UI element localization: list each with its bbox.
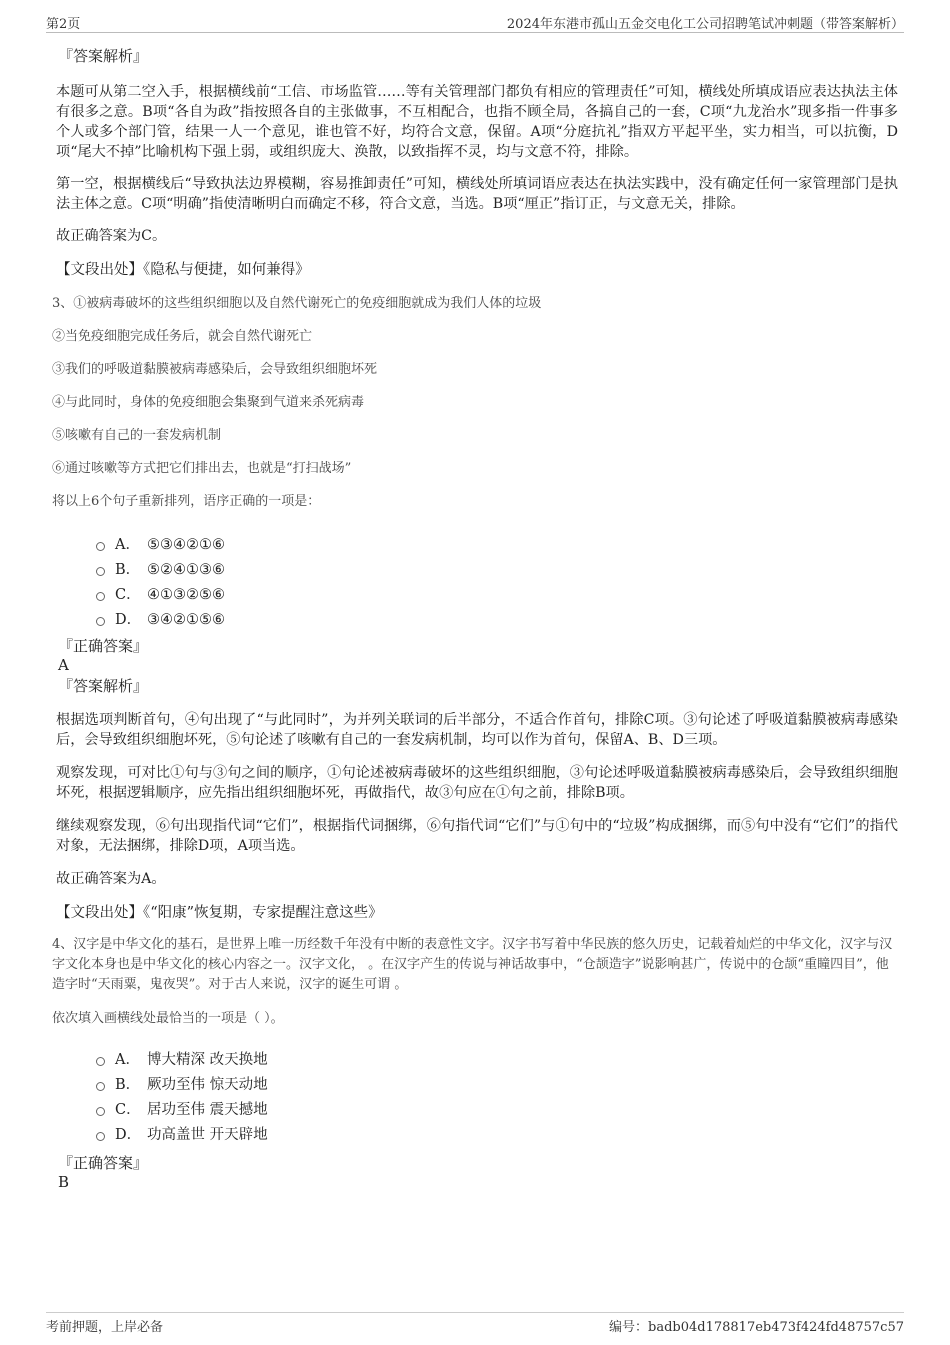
- source-citation: 【文段出处】《隐私与便捷，如何兼得》: [56, 262, 310, 278]
- code-value: badb04d178817eb473f424fd48757c57: [648, 1320, 904, 1335]
- options-list: [96, 532, 898, 632]
- option-text: ⑤③④②①⑥: [147, 536, 225, 553]
- option-a[interactable]: [96, 532, 898, 557]
- option-letter: B．: [115, 561, 141, 578]
- option-letter: C．: [115, 586, 141, 603]
- radio-icon[interactable]: [96, 1082, 105, 1091]
- answer-heading: 『正确答案』: [58, 637, 149, 655]
- question-4: [52, 935, 898, 1191]
- option-letter: D．: [115, 1126, 142, 1143]
- question-stem-line: ⑥通过咳嗽等方式把它们排出去，也就是“打扫战场”: [52, 461, 352, 476]
- option-text: 功高盖世 开天辟地: [147, 1126, 268, 1143]
- conclusion-text: 故正确答案为A。: [56, 871, 166, 887]
- question-prompt: 依次填入画横线处最恰当的一项是（ ）。: [52, 1011, 284, 1026]
- analysis-paragraph: 观察发现，可对比①句与③句之间的顺序，①句论述被病毒破坏的这些组织细胞，③句论述呼吸道黏膜被病毒感染后，会导致组织细胞坏死，根据逻辑顺序，应先指出组织细胞坏死，再做指代，故③句应在①句之前，排除B项。: [56, 765, 898, 801]
- option-text: ⑤②④①③⑥: [147, 561, 225, 578]
- radio-icon[interactable]: [96, 592, 105, 601]
- radio-icon[interactable]: [96, 567, 105, 576]
- question-3: [52, 294, 898, 923]
- option-text: 博大精深 改天换地: [147, 1051, 268, 1068]
- question-prompt: 将以上6个句子重新排列，语序正确的一项是：: [52, 494, 321, 509]
- option-letter: B．: [115, 1076, 141, 1093]
- option-letter: A．: [115, 1051, 140, 1068]
- options-list: [96, 1047, 898, 1147]
- analysis-paragraph: 根据选项判断首句，④句出现了“与此同时”，为并列关联词的后半部分，不适合作首句，排除C项。③句论述了呼吸道黏膜被病毒感染后，会导致组织细胞坏死，⑤句论述了咳嗽有自己的一套发病机制，均可以作为首句，保留A、B、D三项。: [56, 712, 898, 748]
- question-stem-line: ③我们的呼吸道黏膜被病毒感染后，会导致组织细胞坏死: [52, 362, 378, 377]
- page-number: 第2页: [46, 17, 81, 32]
- option-b[interactable]: [96, 557, 898, 582]
- analysis-heading: 『答案解析』: [58, 47, 149, 65]
- question-stem-line: ④与此同时，身体的免疫细胞会集聚到气道来杀死病毒: [52, 395, 365, 410]
- option-text: ④①③②⑤⑥: [147, 586, 225, 603]
- option-text: 居功至伟 震天撼地: [147, 1101, 268, 1118]
- document-code: [609, 1316, 904, 1335]
- radio-icon[interactable]: [96, 1132, 105, 1141]
- option-text: 厥功至伟 惊天动地: [147, 1076, 268, 1093]
- option-a[interactable]: [96, 1047, 898, 1072]
- analysis-paragraph: 本题可从第二空入手，根据横线前“工信、市场监管……等有关管理部门都负有相应的管理责任”可知，横线处所填成语应表达执法主体有很多之意。B项“各自为政”指按照各自的主张做事，不互相配合，也指不顾全局，各搞自己的一套，C项“九龙治水”现多指一件事多个人或多个部门管，结果一人一个意见，谁也管不好，均符合文意，保留。A项“分庭抗礼”指双方平起平坐，实力相当，可以抗衡，D项“尾大不掉”比喻机构下强上弱，或组织庞大、涣散，以致指挥不灵，均与文意不符，排除。: [56, 84, 898, 160]
- source-citation: 【文段出处】《“阳康”恢复期，专家提醒注意这些》: [56, 905, 383, 921]
- option-letter: A．: [115, 536, 140, 553]
- correct-answer: B: [58, 1173, 70, 1191]
- page-content: [52, 40, 898, 1191]
- page-footer: [46, 1312, 904, 1335]
- answer-heading: 『正确答案』: [58, 1154, 149, 1172]
- option-c[interactable]: [96, 1097, 898, 1122]
- page-header: [46, 12, 904, 33]
- document-title: 2024年东港市孤山五金交电化工公司招聘笔试冲刺题（带答案解析）: [506, 17, 904, 32]
- analysis-paragraph: 继续观察发现，⑥句出现指代词“它们”，根据指代词捆绑，⑥句指代词“它们”与①句中的“垃圾”构成捆绑，而⑤句中没有“它们”的指代对象，无法捆绑，排除D项，A项当选。: [56, 818, 898, 854]
- question-stem-line: ⑤咳嗽有自己的一套发病机制: [52, 428, 222, 443]
- option-b[interactable]: [96, 1072, 898, 1097]
- option-text: ③④②①⑤⑥: [147, 611, 225, 628]
- radio-icon[interactable]: [96, 1057, 105, 1066]
- radio-icon[interactable]: [96, 542, 105, 551]
- radio-icon[interactable]: [96, 617, 105, 626]
- code-label: 编号：: [609, 1320, 649, 1335]
- analysis-paragraph: 第一空，根据横线后“导致执法边界模糊，容易推卸责任”可知，横线处所填词语应表达在执法实践中，没有确定任何一家管理部门是执法主体之意。C项“明确”指使清晰明白而确定不移，符合文意，当选。B项“厘正”指订正，与文意无关，排除。: [56, 176, 898, 212]
- analysis-heading: 『答案解析』: [58, 677, 149, 695]
- question-stem: 4、汉字是中华文化的基石，是世界上唯一历经数千年没有中断的表意性文字。汉字书写着中华民族的悠久历史，记载着灿烂的中华文化，汉字与汉字文化本身也是中华文化的核心内容之一。汉字文化， 。在汉字产生的传说与神话故事中，“仓颉造字”说影响甚广，传说中的仓颉“重瞳四目”，他造字时“天雨粟，鬼夜哭”。对于古人来说，汉字的诞生可谓 。: [52, 937, 893, 992]
- option-d[interactable]: [96, 607, 898, 632]
- radio-icon[interactable]: [96, 1107, 105, 1116]
- question-stem-line: ②当免疫细胞完成任务后，就会自然代谢死亡: [52, 329, 313, 344]
- question-stem-line: 3、①被病毒破坏的这些组织细胞以及自然代谢死亡的免疫细胞就成为我们人体的垃圾: [52, 296, 542, 311]
- option-d[interactable]: [96, 1122, 898, 1147]
- option-letter: C．: [115, 1101, 141, 1118]
- option-c[interactable]: [96, 582, 898, 607]
- conclusion-text: 故正确答案为C。: [56, 228, 167, 244]
- correct-answer: A: [58, 656, 69, 674]
- option-letter: D．: [115, 611, 142, 628]
- footer-slogan: 考前押题，上岸必备: [46, 1320, 164, 1335]
